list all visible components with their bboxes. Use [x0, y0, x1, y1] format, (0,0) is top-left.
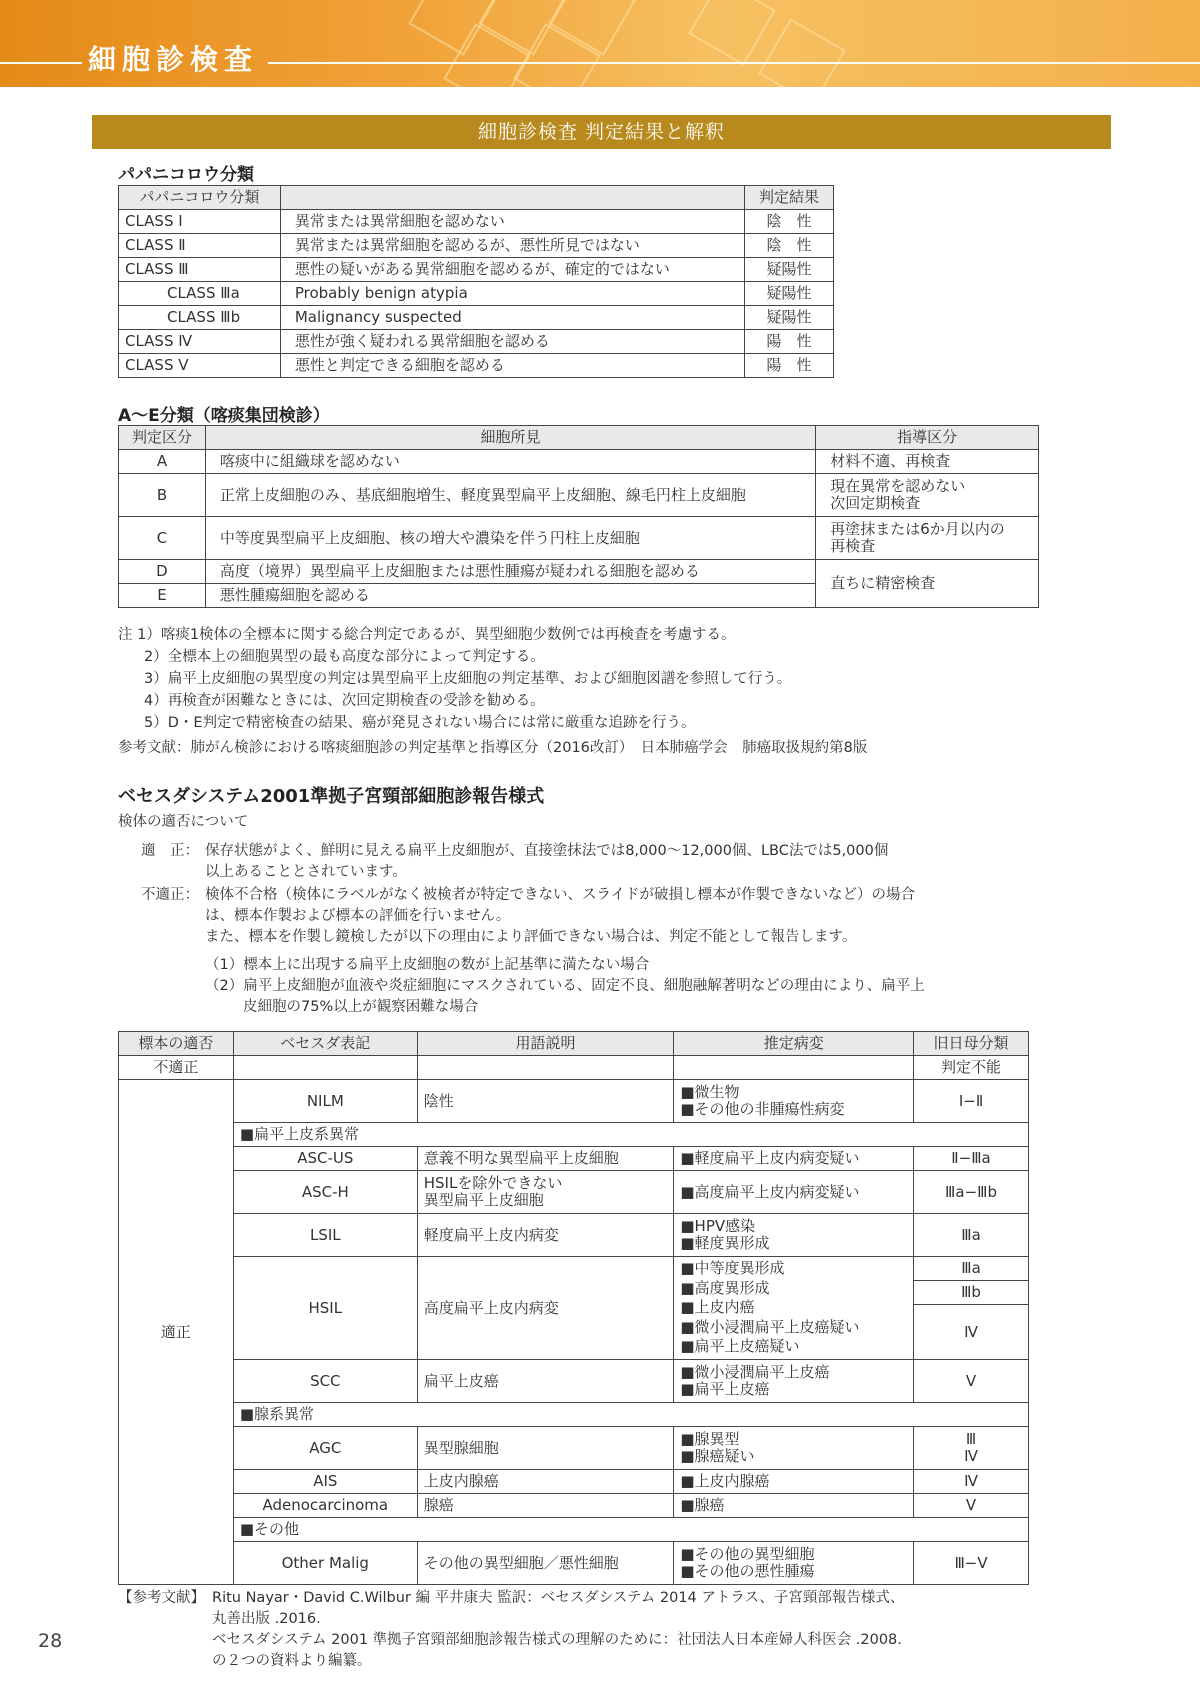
table-row: Other Malig その他の異型細胞／悪性細胞 ■その他の異型細胞 ■その他の悪性腫瘍 Ⅲ−Ⅴ [119, 1542, 1029, 1585]
description-cell: Probably benign atypia [280, 282, 744, 306]
class-cell: CLASS Ⅳ [119, 330, 281, 354]
column-header: 判定結果 [745, 186, 834, 210]
class-cell: CLASS Ⅲb [119, 306, 281, 330]
description-cell: 異常または異常細胞を認めるが、悪性所見ではない [280, 234, 744, 258]
references-label: 【参考文献】 [118, 1590, 205, 1606]
result-cell: 陰 性 [745, 210, 834, 234]
table-row: B 正常上皮細胞のみ、基底細胞増生、軽度異型扁平上皮細胞、線毛円柱上皮細胞 現在異常を認めない 次回定期検査 [119, 474, 1039, 517]
papanicolaou-heading: パパニコロウ分類 [118, 165, 254, 185]
result-cell: 陽 性 [745, 354, 834, 378]
references: Ritu Nayar・David C.Wilbur 編 平井康夫 監訳：ベセスダシステム 2014 アトラス、子宮頸部報告様式、 丸善出版 .2016. ベセスダシステム 2001 準拠子宮頸部細胞診報告様式の理解のために：社団法人日本産婦人科医会 .2008. の２つの資料より編纂。 [212, 1590, 905, 1669]
class-cell: CLASS Ⅲ [119, 258, 281, 282]
table-row [119, 282, 834, 306]
table-header-row [119, 186, 834, 210]
result-cell: 疑陽性 [745, 306, 834, 330]
table-row [119, 354, 834, 378]
page-header [0, 0, 1200, 87]
bethesda-subheading: 検体の適否について [118, 814, 249, 830]
table-row: 適正 NILM 陰性 ■微生物 ■その他の非腫瘍性病変 Ⅰ−Ⅱ [119, 1080, 1029, 1123]
table-row: AGC 異型腺細胞 ■腺異型 ■腺癌疑い Ⅲ Ⅳ [119, 1427, 1029, 1470]
table-row: Adenocarcinoma 腺癌 ■腺癌 Ⅴ [119, 1494, 1029, 1518]
column-header: 指導区分 [816, 426, 1039, 450]
table-row: HSIL 高度扁平上皮内病変 ■中等度異形成 ■高度異形成 ■上皮内癌 ■微小浸潤扁平上皮癌疑い ■扁平上皮癌疑い Ⅲa [119, 1257, 1029, 1281]
ae-notes: 注 1）喀痰1検体の全標本に関する総合判定であるが、異型細胞少数例では再検査を考慮する。 2）全標本上の細胞異型の最も高度な部分によって判定する。 3）扁平上皮細胞の異型度の判定は異型扁平上皮細胞の判定基準、および細胞図譜を参照して行う。 4）再検査が困難なときには、次回定期検査の受診を勧める。 5）D・E判定で精密検査の結果、癌が発見されない場合には常に厳重な追跡を行う。 参考文献：肺がん検診における喀痰細胞診の判定基準と指導区分（2016改訂） 日本肺癌学会 肺癌取扱規約第8版 [118, 624, 867, 759]
description-cell: 悪性が強く疑われる異常細胞を認める [280, 330, 744, 354]
paragraph-reasons: （1）標本上に出現する扁平上皮細胞の数が上記基準に満たない場合 （2）扁平上皮細胞が血液や炎症細胞にマスクされている、固定不良、細胞融解著明などの理由により、扁平上 皮細胞の75%以上が観察困難な場合 [205, 957, 925, 1015]
table-row: A 喀痰中に組織球を認めない 材料不適、再検査 [119, 450, 1039, 474]
table-row: E 悪性腫瘍細胞を認める [119, 584, 1039, 608]
table-header-row [119, 426, 1039, 450]
table-row: Ⅲb [119, 1281, 1029, 1305]
table-row: ■腺系異常 [119, 1403, 1029, 1427]
page-number: 28 [38, 1630, 63, 1652]
label-adequate: 適 正： [141, 843, 199, 859]
column-header: 標本の適否 [119, 1032, 234, 1056]
paragraph-adequate: 保存状態がよく、鮮明に見える扁平上皮細胞が、直接塗抹法では8,000〜12,000個、LBC法では5,000個 以上あることとされています。 [205, 843, 889, 880]
description-cell: Malignancy suspected [280, 306, 744, 330]
column-header [280, 186, 744, 210]
column-header: 旧日母分類 [914, 1032, 1029, 1056]
papanicolaou-table [118, 185, 834, 378]
table-row: ASC-H HSILを除外できない 異型扁平上皮細胞 ■高度扁平上皮内病変疑い Ⅲa−Ⅲb [119, 1171, 1029, 1214]
column-header: 用語説明 [417, 1032, 674, 1056]
result-cell: 疑陽性 [745, 258, 834, 282]
description-cell: 悪性の疑いがある異常細胞を認めるが、確定的ではない [280, 258, 744, 282]
table-row: D 高度（境界）異型扁平上皮細胞または悪性腫瘍が疑われる細胞を認める 直ちに精密検査 [119, 560, 1039, 584]
table-row: SCC 扁平上皮癌 ■微小浸潤扁平上皮癌 ■扁平上皮癌 Ⅴ [119, 1360, 1029, 1403]
page-title: 細胞診検査 [88, 43, 259, 76]
table-row [119, 306, 834, 330]
table-row: 不適正 判定不能 [119, 1056, 1029, 1080]
table-row: ■扁平上皮系異常 [119, 1123, 1029, 1147]
column-header: 細胞所見 [205, 426, 815, 450]
result-cell: 陽 性 [745, 330, 834, 354]
table-row: ASC-US 意義不明な異型扁平上皮細胞 ■軽度扁平上皮内病変疑い Ⅱ−Ⅲa [119, 1147, 1029, 1171]
table-header-row [119, 1032, 1029, 1056]
table-row [119, 210, 834, 234]
table-row [119, 258, 834, 282]
column-header: 推定病変 [674, 1032, 914, 1056]
header-rule-left [0, 62, 82, 64]
description-cell: 悪性と判定できる細胞を認める [280, 354, 744, 378]
table-row [119, 234, 834, 258]
column-header: ベセスダ表記 [233, 1032, 417, 1056]
section-band-title: 細胞診検査 判定結果と解釈 [92, 115, 1111, 149]
table-row [119, 330, 834, 354]
table-row: Ⅳ [119, 1305, 1029, 1360]
description-cell: 異常または異常細胞を認めない [280, 210, 744, 234]
bethesda-table [118, 1031, 1029, 1585]
column-header: パパニコロウ分類 [119, 186, 281, 210]
class-cell: CLASS Ⅱ [119, 234, 281, 258]
table-row: LSIL 軽度扁平上皮内病変 ■HPV感染 ■軽度異形成 Ⅲa [119, 1214, 1029, 1257]
class-cell: CLASS Ⅴ [119, 354, 281, 378]
class-cell: CLASS Ⅰ [119, 210, 281, 234]
result-cell: 陰 性 [745, 234, 834, 258]
ae-reference: 参考文献：肺がん検診における喀痰細胞診の判定基準と指導区分（2016改訂） 日本肺癌学会 肺癌取扱規約第8版 [118, 740, 868, 756]
ae-table [118, 425, 1039, 608]
table-row: ■その他 [119, 1518, 1029, 1542]
column-header: 判定区分 [119, 426, 206, 450]
ae-heading: A〜E分類（喀痰集団検診） [118, 406, 330, 426]
header-rule-right [268, 62, 1200, 64]
table-row: C 中等度異型扁平上皮細胞、核の増大や濃染を伴う円柱上皮細胞 再塗抹または6か月以内の 再検査 [119, 517, 1039, 560]
paragraph-inadequate: 検体不合格（検体にラベルがなく被検者が特定できない、スライドが破損し標本が作製できないなど）の場合 は、標本作製および標本の評価を行いません。 また、標本を作製し鏡検したが以下の理由により評価できない場合は、判定不能として報告します。 [205, 887, 916, 945]
table-row: AIS 上皮内腺癌 ■上皮内腺癌 Ⅳ [119, 1470, 1029, 1494]
label-inadequate: 不適正： [141, 887, 199, 903]
bethesda-heading: ベセスダシステム2001準拠子宮頸部細胞診報告様式 [118, 786, 545, 807]
result-cell: 疑陽性 [745, 282, 834, 306]
class-cell: CLASS Ⅲa [119, 282, 281, 306]
